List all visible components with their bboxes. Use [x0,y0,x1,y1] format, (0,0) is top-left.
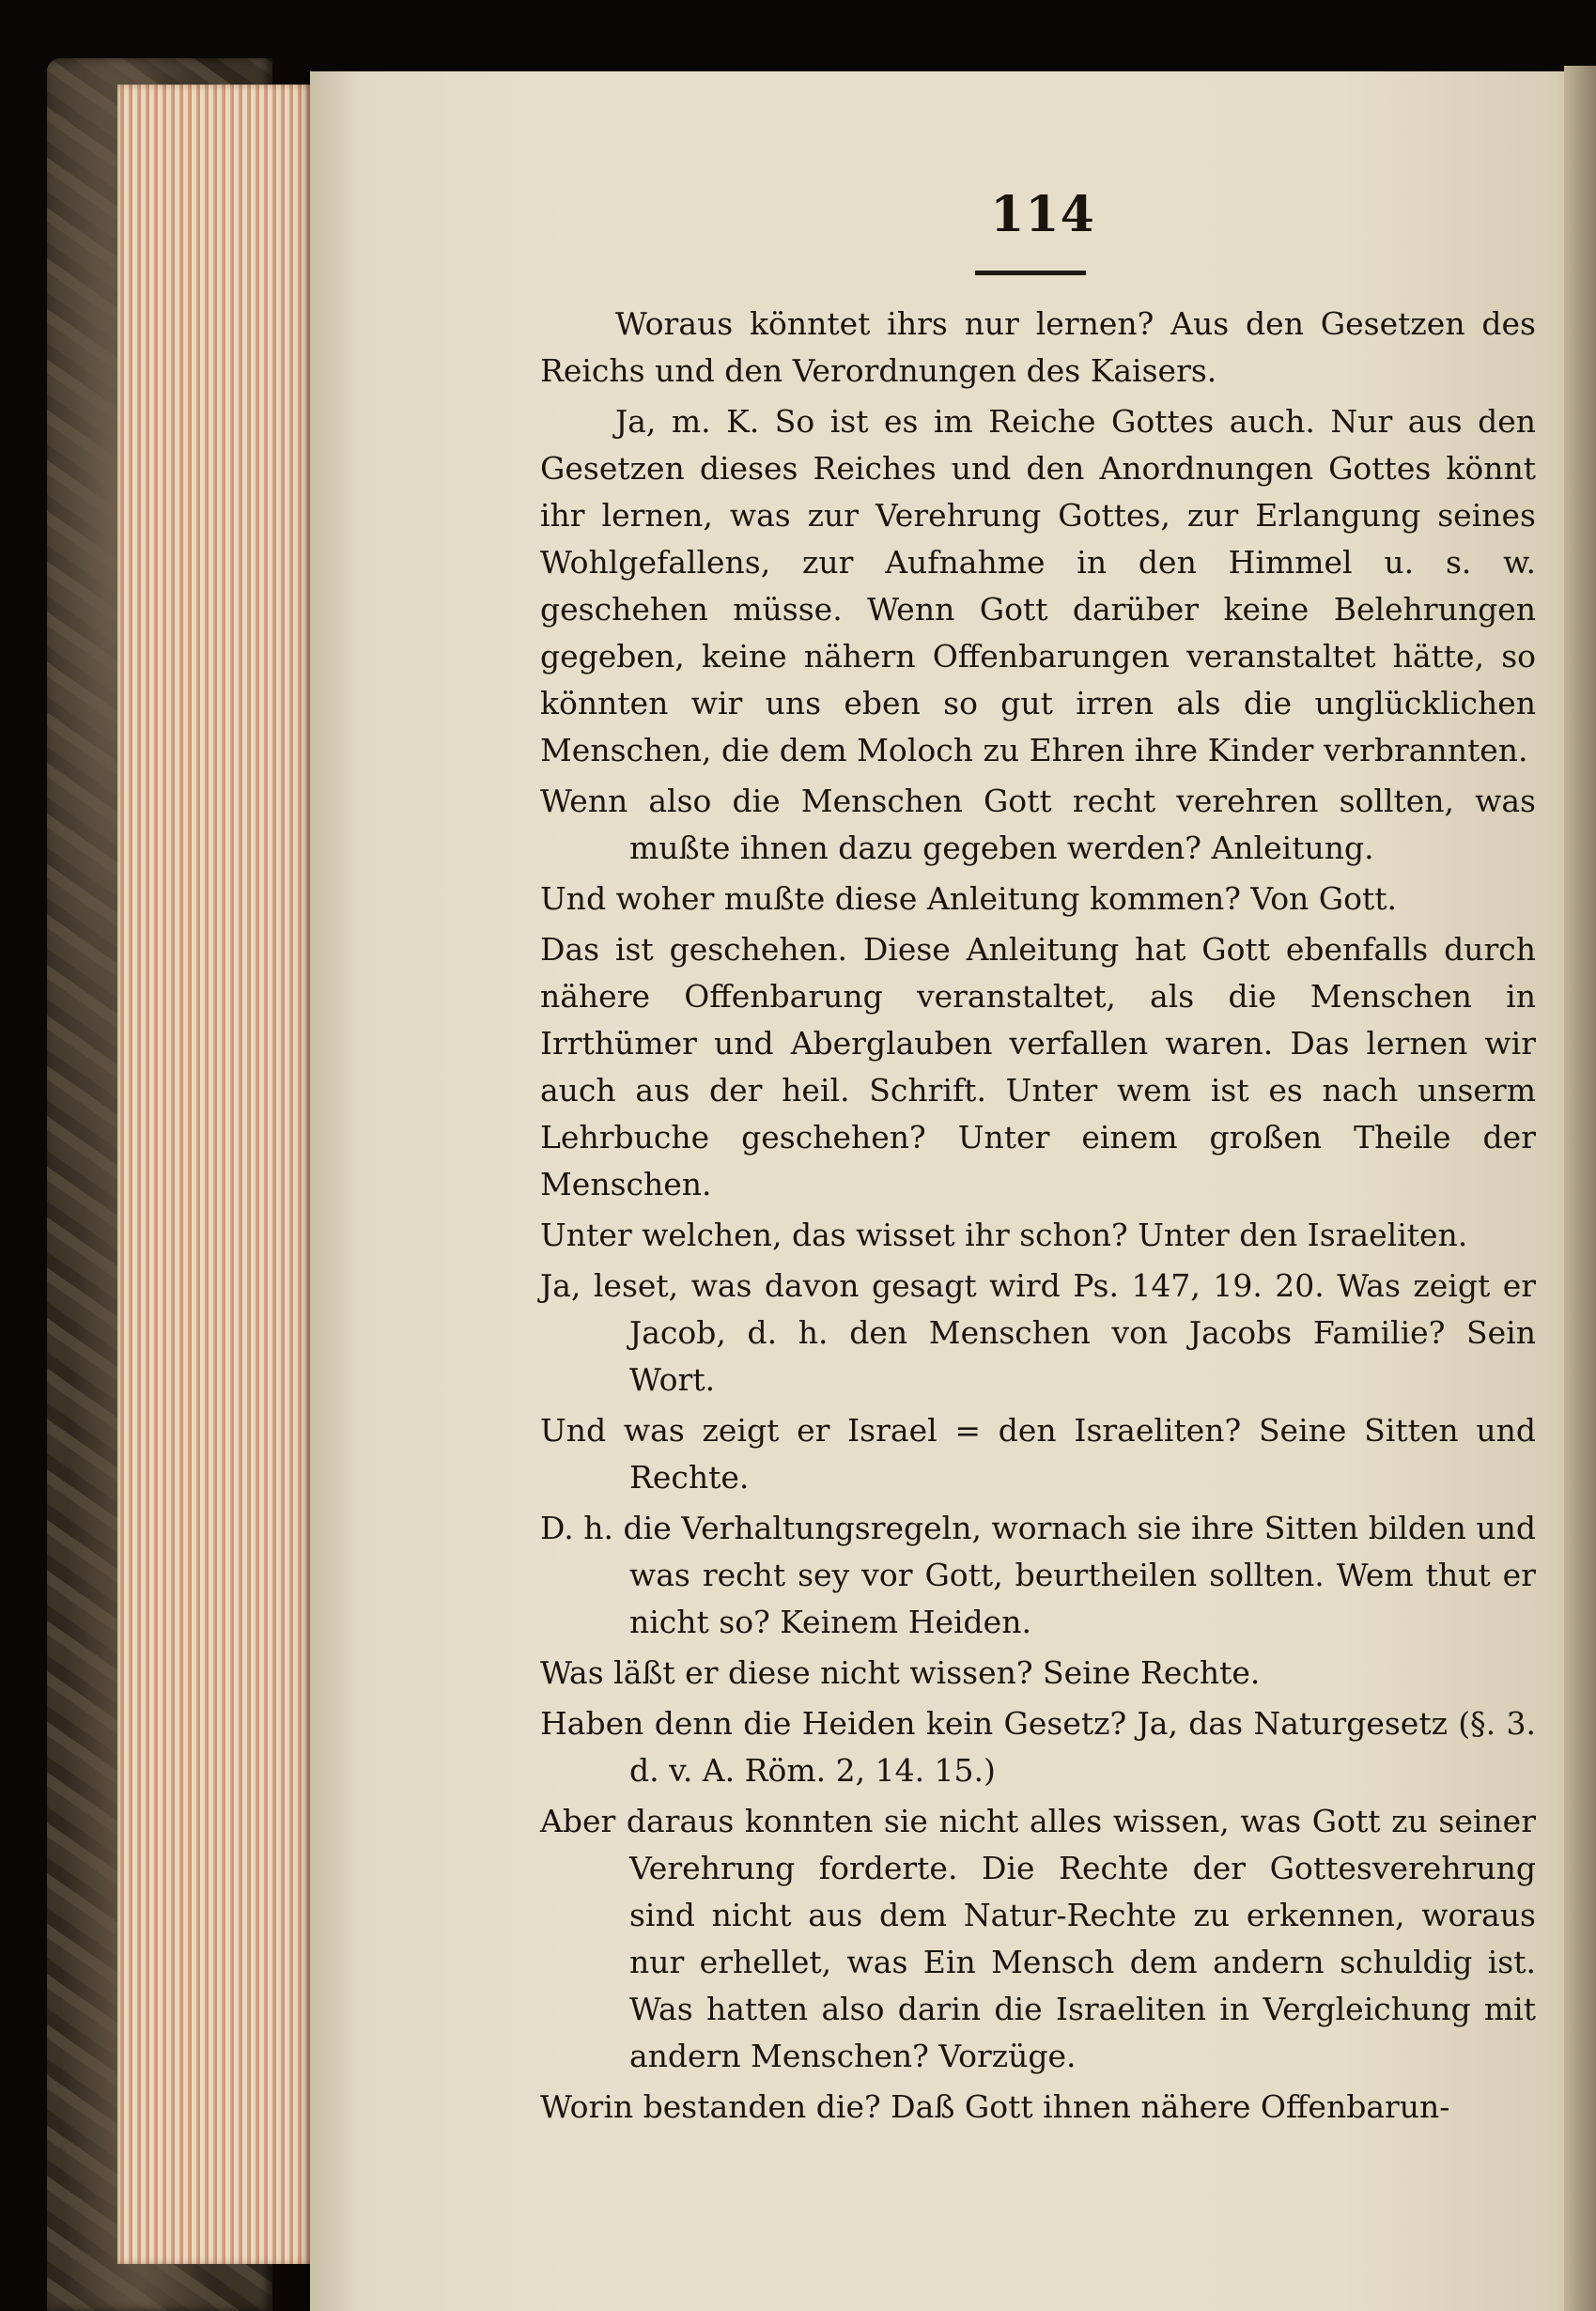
paragraph: Haben denn die Heiden kein Gesetz? Ja, das Naturgesetz (§. 3. d. v. A. Röm. 2, 14. 15.) [540,1705,1536,1789]
paragraph: Woraus könntet ihrs nur lernen? Aus den Gesetzen des Reichs und den Verordnungen des Kaisers. [540,305,1536,389]
paragraph: Was läßt er diese nicht wissen? Seine Rechte. [540,1654,1261,1691]
paragraph: Unter welchen, das wisset ihr schon? Unter den Israeliten. [540,1217,1468,1253]
page-edges [117,85,329,2264]
page-number: 114 [990,186,1095,243]
page-gutter [1564,66,1596,2311]
paragraph: Und woher mußte diese Anleitung kommen? Von Gott. [540,880,1398,917]
page-number-rule [975,271,1086,275]
page-body [540,301,1536,2131]
paragraph: Ja, leset, was davon gesagt wird Ps. 147, 19. 20. Was zeigt er Jacob, d. h. den Menschen von Jacobs Familie? Sein Wort. [540,1267,1536,1398]
paragraph: Das ist geschehen. Diese Anleitung hat Gott ebenfalls durch nähere Offenbarung veranstaltet, als die Menschen in Irrthümer und Aberglauben verfallen waren. Das lernen wir auch aus der heil. Schrift. Unter wem ist es nach unserm Lehrbuche geschehen? Unter einem großen Theile der Menschen. [540,931,1536,1202]
paragraph: Aber daraus konnten sie nicht alles wissen, was Gott zu seiner Verehrung forderte. Die Rechte der Gottesverehrung sind nicht aus dem Natur-Rechte zu erkennen, woraus nur erhellet, was Ein Mensch dem andern schuldig ist. Was hatten also darin die Israeliten in Vergleichung mit andern Menschen? Vorzüge. [540,1803,1536,2074]
paragraph: Ja, m. K. So ist es im Reiche Gottes auch. Nur aus den Gesetzen dieses Reiches und den Anordnungen Gottes könnt ihr lernen, was zur Verehrung Gottes, zur Erlangung seines Wohlgefallens, zur Aufnahme in den Himmel u. s. w. geschehen müsse. Wenn Gott darüber keine Belehrungen gegeben, keine nähern Offenbarungen veranstaltet hätte, so könnten wir uns eben so gut irren als die unglücklichen Menschen, die dem Moloch zu Ehren ihre Kinder verbrannten. [540,403,1536,768]
paragraph: D. h. die Verhaltungsregeln, wornach sie ihre Sitten bilden und was recht sey vor Gott, beurtheilen sollten. Wem thut er nicht so? Keinem Heiden. [540,1510,1536,1640]
paragraph: Worin bestanden die? Daß Gott ihnen nähere Offenbarun- [540,2088,1450,2125]
paragraph: Wenn also die Menschen Gott recht verehren sollten, was mußte ihnen dazu gegeben werden? Anleitung. [540,783,1536,866]
paragraph: Und was zeigt er Israel = den Israeliten? Seine Sitten und Rechte. [540,1412,1536,1496]
